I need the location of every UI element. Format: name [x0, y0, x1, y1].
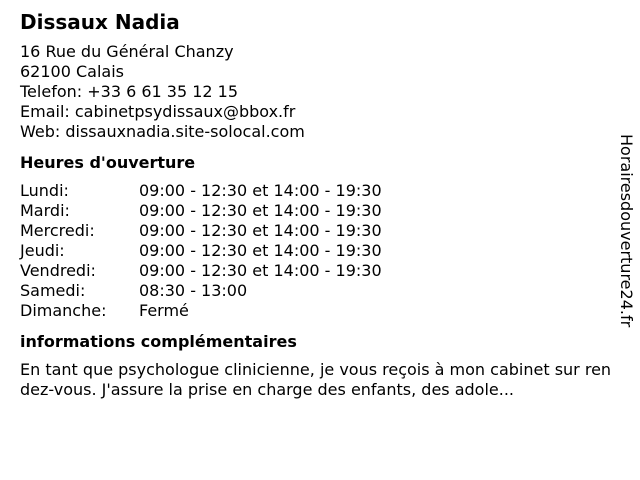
hours-table — [20, 181, 610, 321]
hours-time: 09:00 - 12:30 et 14:00 - 19:30 — [139, 261, 382, 280]
email-line: Email: cabinetpsydissaux@bbox.fr — [20, 102, 296, 121]
phone-line: Telefon: +33 6 61 35 12 15 — [20, 82, 239, 101]
hours-row-saturday — [20, 281, 610, 301]
web-line: Web: dissauxnadia.site-solocal.com — [20, 122, 305, 141]
hours-row-friday — [20, 261, 610, 281]
hours-day: Dimanche: — [20, 301, 107, 320]
hours-row-wednesday — [20, 221, 610, 241]
business-name: Dissaux Nadia — [20, 10, 180, 34]
hours-time: Fermé — [139, 301, 189, 320]
hours-day: Samedi: — [20, 281, 86, 300]
hours-day: Lundi: — [20, 181, 69, 200]
hours-day: Mardi: — [20, 201, 70, 220]
address-street: 16 Rue du Général Chanzy — [20, 42, 234, 61]
hours-day: Jeudi: — [20, 241, 65, 260]
hours-day: Vendredi: — [20, 261, 96, 280]
business-card — [20, 10, 610, 400]
hours-row-tuesday — [20, 201, 610, 221]
hours-time: 09:00 - 12:30 et 14:00 - 19:30 — [139, 201, 382, 220]
address-city: 62100 Calais — [20, 62, 124, 81]
hours-time: 09:00 - 12:30 et 14:00 - 19:30 — [139, 221, 382, 240]
hours-time: 08:30 - 13:00 — [139, 281, 248, 300]
hours-day: Mercredi: — [20, 221, 95, 240]
hours-row-monday — [20, 181, 610, 201]
hours-time: 09:00 - 12:30 et 14:00 - 19:30 — [139, 241, 382, 260]
hours-row-thursday — [20, 241, 610, 261]
info-text: En tant que psychologue clinicienne, je vous reçois à mon cabinet sur rendez-vous. J'assure la prise en charge des enfants, des adole... — [20, 360, 612, 399]
info-heading: informations complémentaires — [20, 332, 297, 351]
watermark: Horairesdouverture24.fr — [617, 134, 636, 328]
hours-row-sunday — [20, 301, 610, 321]
hours-heading: Heures d'ouverture — [20, 153, 196, 172]
hours-time: 09:00 - 12:30 et 14:00 - 19:30 — [139, 181, 382, 200]
